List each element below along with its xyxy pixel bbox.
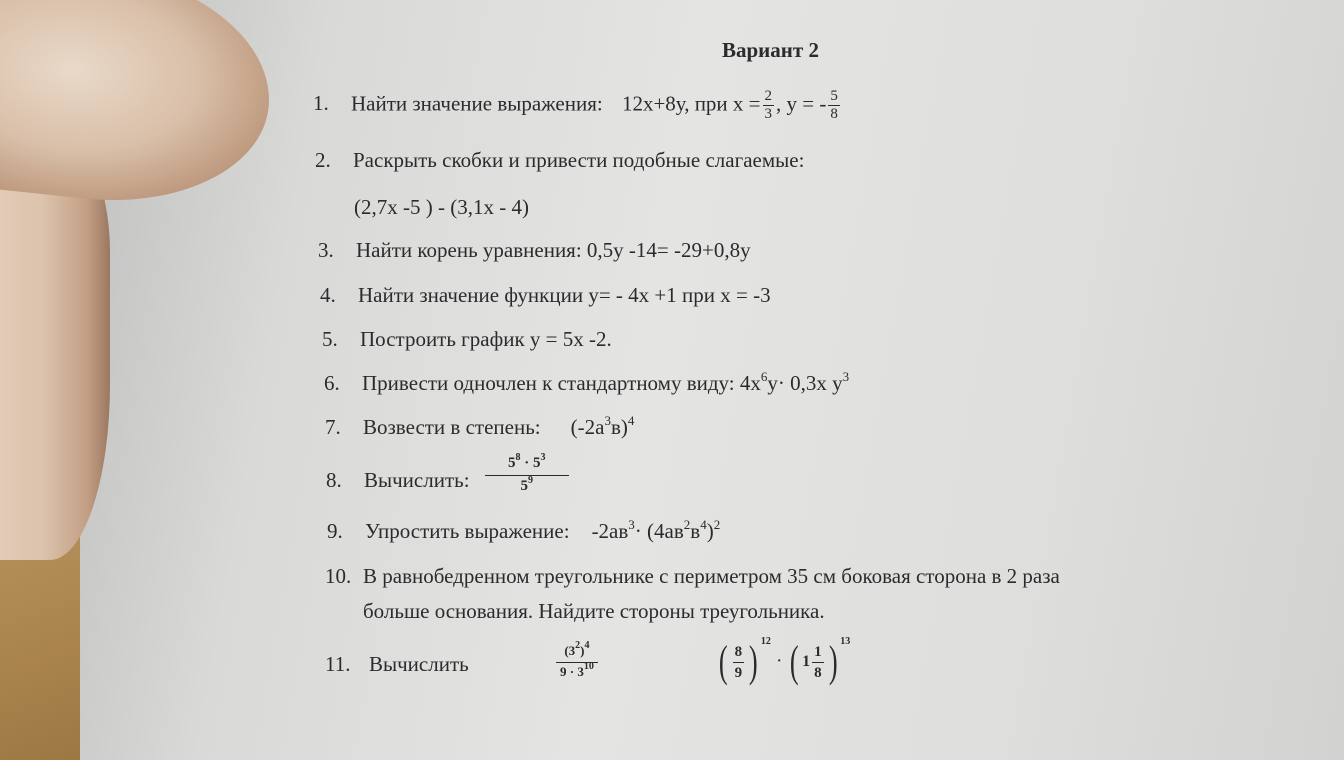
fraction-powers-of-five: $\frac{5^8 \cdot 5^3}{5^9}$ [485,453,569,498]
problem-11: 11. Вычислить [325,652,469,676]
fraction-x: $\frac{2}{3}$ [764,88,773,122]
problem-10-continued: больше основания. Найдите стороны треугольника. [363,599,825,623]
variant-title: Вариант 2 [722,38,819,62]
problem-4: 4. Найти значение функции у= - 4х +1 при х = -3 [320,283,771,307]
problem-3: 3. Найти корень уравнения: 0,5у -14= -29+0,8у [318,238,751,262]
problem-7: 7. Возвести в степень: $(-2а^3в)^4$ [325,413,635,439]
fraction-y: $\frac{5}{8}$ [830,88,838,122]
problem-6: 6. Привести одночлен к стандартному виду: $4х^6у\cdot 0,3х$ $у^3$ [324,369,850,395]
problem-1: 1. Найти значение выражения: 12х+8у, при х = $\frac{2}{3}$ , у = - $\frac{5}{8}$ [313,88,838,122]
product-of-powers: ( $\frac{8}{9}$ ) $^{12}$ · ( 1 $\frac{1}{8}$ ) $^{13}$ [718,635,851,686]
problem-10: 10. В равнобедренном треугольнике с периметром 35 см боковая сторона в 2 раза [325,564,1060,588]
fraction-powers-of-three: $(3^2)^4$ $9 \cdot 3^{10}$ [556,642,598,683]
problem-5: 5. Построить график у = 5х -2. [322,327,612,351]
problem-2: 2. Раскрыть скобки и привести подобные слагаемые: [315,148,805,172]
problem-2-expression: (2,7х -5 ) - (3,1х - 4) [354,195,529,219]
problem-9: 9. Упростить выражение: $-2ав^3\cdot (4ав^2в^4)^2$ [327,517,721,543]
problem-8: 8. Вычислить: $\frac{5^8 \cdot 5^3}{5^9}$ [326,466,569,498]
